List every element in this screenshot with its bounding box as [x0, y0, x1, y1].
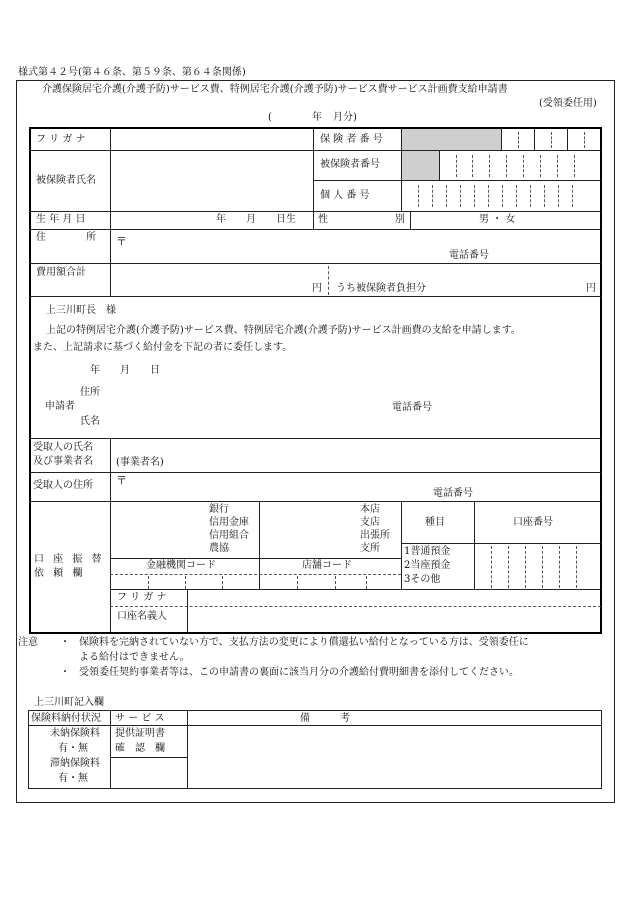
application-body-1: 上記の特例居宅介護(介護予防)サービス費、特例居宅介護(介護予防)サービス計画費の支給を申請します。 — [46, 325, 521, 336]
branch-code-label: 店舗コード — [302, 560, 352, 571]
unpaid-premium-label: 未納保険料 — [50, 728, 100, 739]
holder-furigana-label: フ リ ガ ナ — [117, 592, 167, 603]
bank-type-4: 農協 — [209, 543, 229, 554]
period-month: 月分) — [333, 112, 357, 123]
applicant-label: 申請者 — [45, 401, 75, 412]
copay-label: うち被保険者負担分 — [336, 283, 426, 294]
insurer-number-field[interactable] — [402, 129, 501, 150]
insured-number-field[interactable] — [402, 151, 439, 180]
bank-type-3: 信用組合 — [209, 530, 249, 541]
bank-type-1: 銀行 — [209, 504, 229, 515]
office-col1-header: 保険料納付状況 — [31, 713, 101, 724]
note-bullet-2: ・ — [60, 667, 70, 678]
branch-type-3: 出張所 — [360, 530, 390, 541]
insurer-number-label: 保 険 者 番 号 — [320, 134, 383, 145]
office-section-title: 上三川町記入欄 — [34, 697, 104, 708]
account-kind-1[interactable]: 1普通預金 — [404, 546, 451, 557]
account-holder-label: 口座名義人 — [117, 611, 167, 622]
branch-type-1: 本店 — [360, 504, 380, 515]
sex-value[interactable]: 男 ・ 女 — [479, 214, 516, 225]
office-col2-header: サ ー ビ ス — [115, 713, 165, 724]
account-kind-2[interactable]: 2当座預金 — [404, 560, 451, 571]
bank-code-label: 金融機関コード — [146, 560, 216, 571]
arrears-premium-label: 滞納保険料 — [50, 758, 100, 769]
postal-mark: 〒 — [116, 235, 127, 248]
applicant-phone-label: 電話番号 — [392, 402, 432, 413]
remarks-field[interactable] — [189, 727, 599, 787]
recipient-name-label-2: 及び事業者名 — [33, 456, 93, 467]
address-label: 住 所 — [36, 232, 96, 243]
period-year: 年 — [312, 112, 322, 123]
application-date[interactable]: 年 月 日 — [90, 365, 160, 376]
sex-label: 性 — [318, 214, 328, 225]
account-number-label: 口座番号 — [513, 517, 553, 528]
furigana-label: フ リ ガ ナ — [36, 134, 86, 145]
office-col3-header: 備 考 — [300, 713, 350, 724]
dob-label: 生 年 月 日 — [36, 214, 86, 225]
dob-value[interactable]: 年 月 日生 — [216, 214, 296, 225]
yen-label-2: 円 — [586, 283, 596, 294]
sex-label-suffix: 別 — [395, 214, 405, 225]
account-holder-field[interactable] — [189, 608, 599, 630]
insured-name-label: 被保険者氏名 — [36, 175, 96, 186]
recipient-phone-label: 電話番号 — [433, 488, 473, 499]
branch-type-4: 支所 — [360, 543, 380, 554]
yen-label: 円 — [312, 283, 322, 294]
note-1-line-1: 保険料を完納されていない方で、支払方法の変更により償還払い給付となっている方は、受領委任に — [79, 637, 529, 648]
applicant-name-label: 氏名 — [80, 416, 100, 427]
form-title: 介護保険居宅介護(介護予防)サービス費、特例居宅介護(介護予防)サービス費サービス計画費支給申請書 — [42, 84, 508, 95]
unpaid-premium-choice[interactable]: 有・無 — [58, 743, 88, 754]
note-bullet-1: ・ — [60, 637, 70, 648]
note-2: 受領委任契約事業者等は、この申請書の裏面に該当月分の介護給付費明細書を添付してください。 — [79, 667, 519, 678]
bank-type-2: 信用金庫 — [209, 517, 249, 528]
applicant-address-label: 住所 — [80, 387, 100, 398]
insured-number-label: 被保険者番号 — [320, 159, 380, 170]
cost-total-label: 費用額合計 — [36, 267, 86, 278]
service-confirm-label: 確 認 欄 — [115, 743, 165, 754]
personal-number-label: 個 人 番 号 — [320, 190, 370, 201]
application-body-2: また、上記請求に基づく給付金を下記の者に委任します。 — [33, 342, 293, 353]
form-subtitle: (受領委任用) — [539, 98, 597, 109]
recipient-address-label: 受取人の住所 — [33, 480, 93, 491]
insured-name-field[interactable] — [112, 151, 312, 210]
bank-section-label-1: 口 座 振 替 — [34, 554, 105, 565]
form-number: 様式第４２号(第４６条、第５９条、第６４条関係) — [18, 67, 246, 78]
arrears-premium-choice[interactable]: 有・無 — [58, 773, 88, 784]
notes-label: 注意 — [18, 637, 38, 648]
note-1-line-2: よる給付はできません。 — [79, 652, 190, 663]
phone-label: 電話番号 — [449, 250, 489, 261]
branch-type-2: 支店 — [360, 517, 380, 528]
recipient-postal-mark: 〒 — [116, 474, 127, 487]
period-open: ( — [268, 112, 272, 123]
service-cert-label: 提供証明書 — [115, 728, 165, 739]
business-name-label[interactable]: (事業者名) — [116, 457, 164, 468]
recipient-name-label-1: 受取人の氏名 — [33, 442, 93, 453]
addressee: 上三川町長 様 — [46, 305, 116, 316]
bank-section-label-2: 依 頼 欄 — [34, 568, 86, 579]
account-kind-3[interactable]: 3その他 — [404, 574, 441, 585]
account-kind-label: 種目 — [425, 517, 445, 528]
